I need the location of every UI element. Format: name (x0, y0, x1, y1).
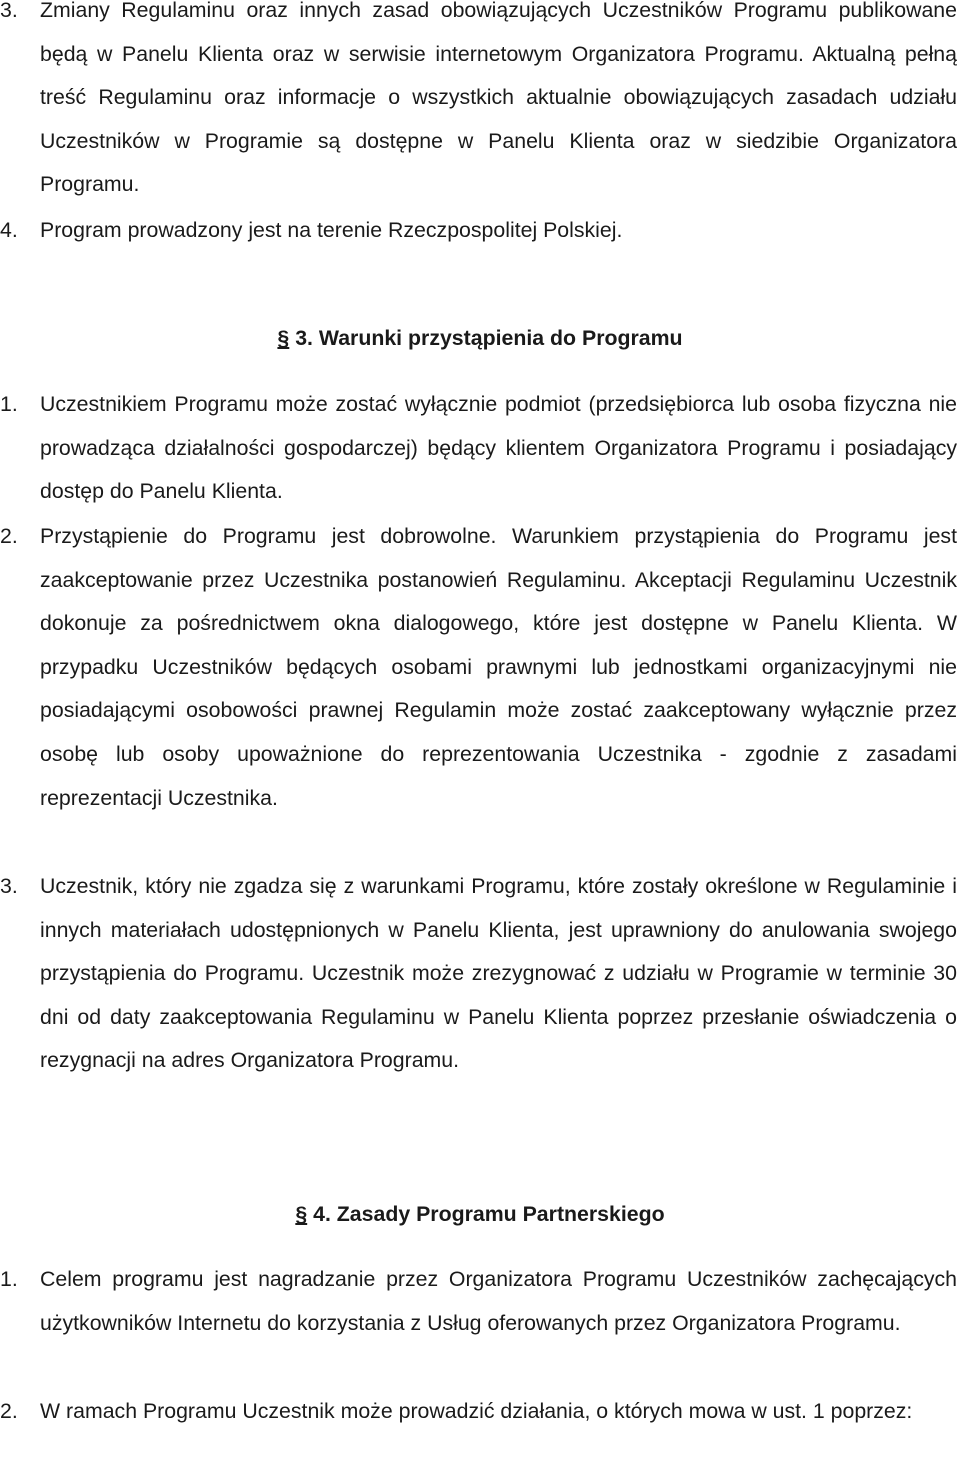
list-item (0, 1258, 960, 1345)
list-item (0, 1390, 960, 1434)
item-number: 2. (0, 524, 18, 548)
section-title: 3. Warunki przystąpienia do Programu (295, 326, 683, 350)
item-text: Program prowadzony jest na terenie Rzeczpospolitej Polskiej. (40, 218, 623, 242)
section-symbol: § (277, 326, 290, 350)
item-number: 1. (0, 392, 18, 416)
item-number: 1. (0, 1267, 18, 1291)
item-text: W ramach Programu Uczestnik może prowadzić działania, o których mowa w ust. 1 poprzez: (40, 1399, 913, 1423)
list-item (0, 515, 960, 820)
item-number: 3. (0, 0, 18, 22)
item-text: Zmiany Regulaminu oraz innych zasad obowiązujących Uczestników Programu publikowane będą w Panelu Klienta oraz w serwisie internetowym Organizatora Programu. Aktualną pełną treść Regulaminu oraz informacje o wszystkich aktualnie obowiązujących zasadach udziału Uczestników w Programie są dostępne w Panelu Klienta oraz w siedzibie Organizatora Programu. (40, 0, 957, 197)
item-text: Przystąpienie do Programu jest dobrowolne. Warunkiem przystąpienia do Programu jest zaakceptowanie przez Uczestnika postanowień Regulaminu. Akceptacji Regulaminu Uczestnik dokonuje za pośrednictwem okna dialogowego, które jest dostępne w Panelu Klienta. W przypadku Uczestników będących osobami prawnymi lub jednostkami organizacyjnymi nie posiadającymi osobowości prawnej Regulamin może zostać zaakceptowany wyłącznie przez osobę lub osoby upoważnione do reprezentowania Uczestnika - zgodnie z zasadami reprezentacji Uczestnika. (40, 524, 957, 810)
item-number: 3. (0, 874, 18, 898)
section-heading (0, 1199, 960, 1229)
item-number: 4. (0, 218, 18, 242)
section-symbol: § (295, 1202, 308, 1226)
item-text: Celem programu jest nagradzanie przez Organizatora Programu Uczestników zachęcających użytkowników Internetu do korzystania z Usług oferowanych przez Organizatora Programu. (40, 1267, 957, 1335)
list-item (0, 383, 960, 514)
list-item (0, 209, 960, 253)
list-item (0, 865, 960, 1083)
section-heading (0, 323, 960, 353)
item-number: 2. (0, 1399, 18, 1423)
item-text: Uczestnik, który nie zgadza się z warunkami Programu, które zostały określone w Regulaminie i innych materiałach udostępnionych w Panelu Klienta, jest uprawniony do anulowania swojego przystąpienia do Programu. Uczestnik może zrezygnować z udziału w Programie w terminie 30 dni od daty zaakceptowania Regulaminu w Panelu Klienta poprzez przesłanie oświadczenia o rezygnacji na adres Organizatora Programu. (40, 874, 957, 1073)
list-item (0, 0, 960, 207)
item-text: Uczestnikiem Programu może zostać wyłącznie podmiot (przedsiębiorca lub osoba fizyczna nie prowadząca działalności gospodarczej) będący klientem Organizatora Programu i posiadający dostęp do Panelu Klienta. (40, 392, 957, 504)
section-title: 4. Zasady Programu Partnerskiego (313, 1202, 665, 1226)
